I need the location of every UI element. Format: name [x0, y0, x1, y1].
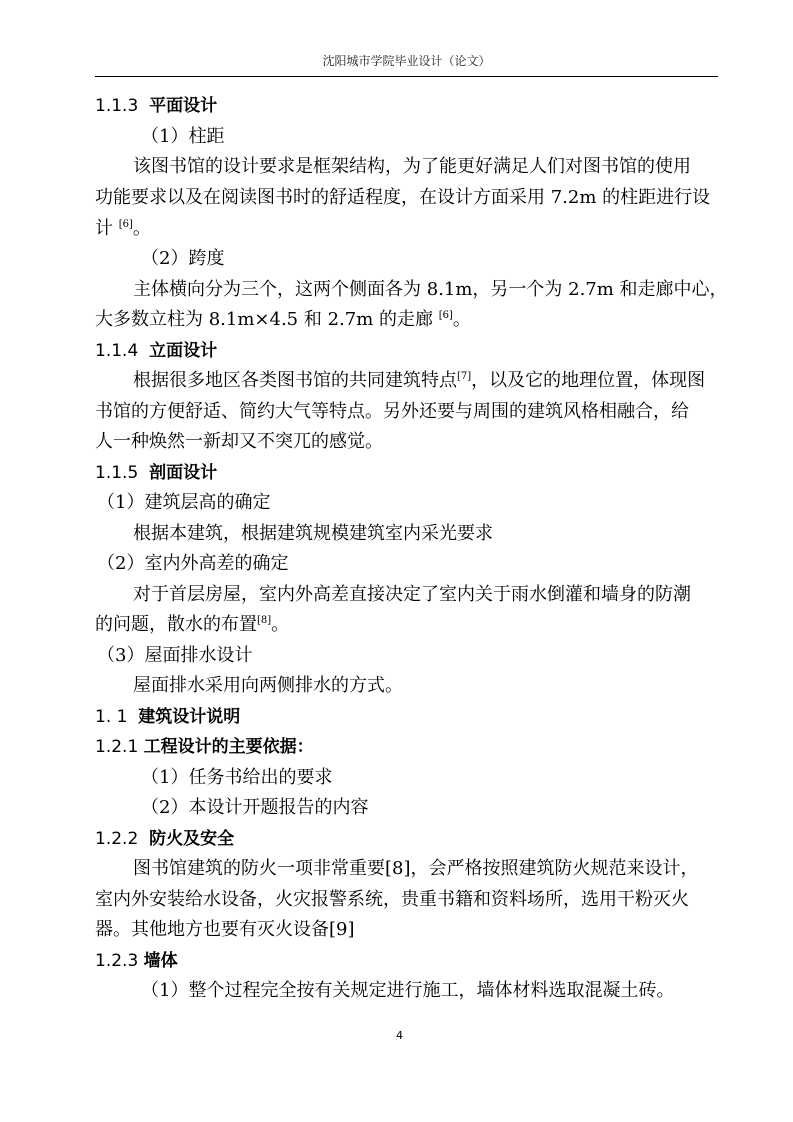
section-title: 建筑设计说明 — [138, 707, 241, 727]
heading-1-2-3 — [95, 950, 178, 972]
heading-1-2-2 — [95, 828, 234, 850]
section-number: 1. 1 — [95, 707, 128, 727]
paragraph: （1）任务书给出的要求 — [141, 767, 333, 788]
section-number: 1.2.3 — [95, 951, 139, 971]
heading-1-1-4 — [95, 340, 217, 362]
paragraph: （2）本设计开题报告的内容 — [141, 797, 369, 818]
section-title: 工程设计的主要依据： — [143, 737, 314, 757]
paragraph: 室内外安装给水设备，火灾报警系统，贵重书籍和资料场所，选用干粉灭火 — [95, 889, 689, 910]
paragraph: （1）整个过程完全按有关规定进行施工，墙体材料选取混凝土砖。 — [141, 980, 675, 1001]
paragraph: 人一种焕然一新却又不突兀的感觉。 — [95, 431, 383, 452]
citation: [6] — [118, 219, 133, 230]
text-run: 根据很多地区各类图书馆的共同建筑特点 — [133, 370, 457, 391]
text-run: 。 — [452, 309, 471, 330]
paragraph: （1）柱距 — [141, 126, 225, 147]
paragraph: 主体横向分为三个，这两个侧面各为 8.1m，另一个为 2.7m 和走廊中心， — [133, 279, 728, 300]
section-number: 1.1.5 — [95, 463, 139, 483]
paragraph: （2）跨度 — [141, 248, 225, 269]
heading-1-1-5 — [95, 462, 217, 484]
heading-1-2-1 — [95, 736, 314, 758]
header-title: 沈阳城市学院毕业设计（论文） — [322, 54, 491, 68]
citation: [8] — [257, 615, 272, 626]
paragraph: （3）屋面排水设计 — [97, 645, 253, 666]
section-title: 防火及安全 — [149, 829, 235, 849]
section-title: 剖面设计 — [149, 463, 218, 483]
heading-1-1 — [95, 706, 240, 728]
section-number: 1.2.2 — [95, 829, 139, 849]
paragraph: 图书馆建筑的防火一项非常重要[8]，会严格按照建筑防火规范来设计， — [133, 858, 699, 879]
text-run: 的问题，散水的布置 — [95, 614, 257, 635]
text-run: 。 — [132, 218, 151, 239]
paragraph: 屋面排水采用向两侧排水的方式。 — [133, 675, 403, 696]
header-rule — [95, 76, 718, 77]
citation: [6] — [438, 310, 453, 321]
paragraph: 功能要求以及在阅读图书时的舒适程度，在设计方面采用 7.2m 的柱距进行设 — [95, 187, 711, 208]
paragraph: 书馆的方便舒适、简约大气等特点。另外还要与周围的建筑风格相融合，给 — [95, 401, 689, 422]
paragraph: 器。其他地方也要有灭火设备[9] — [95, 919, 355, 940]
section-number: 1.1.3 — [95, 96, 139, 116]
section-title: 墙体 — [143, 951, 178, 971]
paragraph: （2）室内外高差的确定 — [97, 553, 289, 574]
paragraph: 该图书馆的设计要求是框架结构，为了能更好满足人们对图书馆的使用 — [133, 156, 691, 177]
paragraph — [95, 218, 151, 240]
paragraph — [95, 614, 289, 636]
heading-1-1-3 — [95, 95, 217, 117]
text-run: 计 — [95, 218, 119, 239]
text-run: 。 — [271, 614, 290, 635]
text-run: ，以及它的地理位置，体现图 — [471, 370, 706, 391]
paragraph: 对于首层房屋，室内外高差直接决定了室内关于雨水倒灌和墙身的防潮 — [133, 584, 691, 605]
paragraph — [95, 309, 471, 331]
section-number: 1.1.4 — [95, 341, 139, 361]
paragraph: （1）建筑层高的确定 — [97, 492, 271, 513]
section-title: 立面设计 — [149, 341, 218, 361]
citation: [7] — [457, 371, 472, 382]
section-number: 1.2.1 — [95, 737, 139, 757]
paragraph: 根据本建筑，根据建筑规模建筑室内采光要求 — [133, 523, 493, 544]
page-number: 4 — [396, 1029, 403, 1042]
section-title: 平面设计 — [149, 96, 218, 116]
text-run: 大多数立柱为 8.1m×4.5 和 2.7m 的走廊 — [95, 309, 439, 330]
paragraph — [133, 370, 705, 392]
